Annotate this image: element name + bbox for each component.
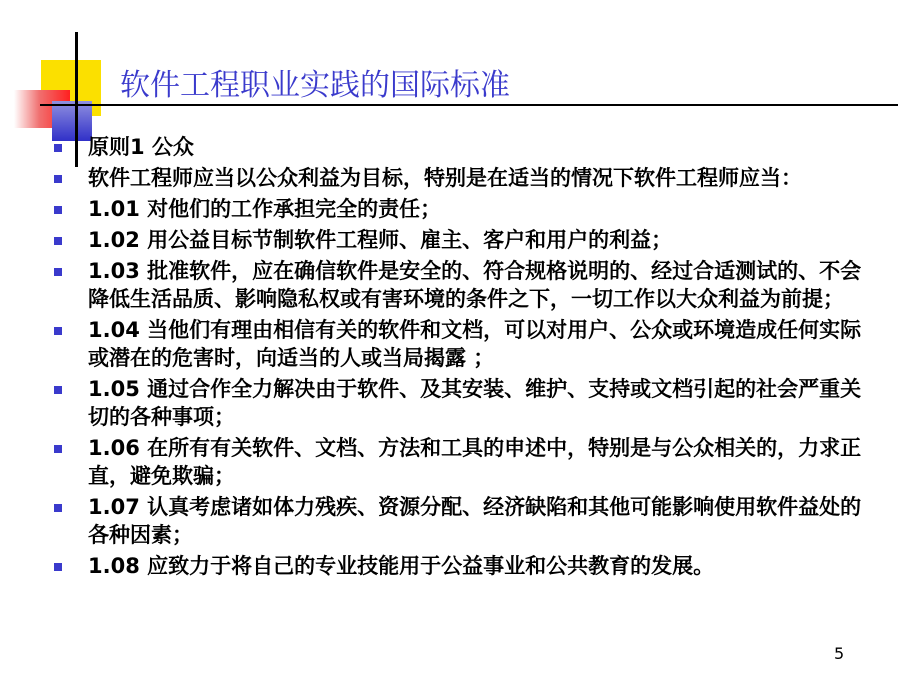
list-item-text: 1.01 对他们的工作承担完全的责任； bbox=[88, 197, 442, 221]
list-item bbox=[54, 195, 869, 223]
list-item-text: 1.04 当他们有理由相信有关的软件和文档，可以对用户、公众或环境造成任何实际或潜在的危害时，向适当的人或当局揭露 ； bbox=[88, 318, 862, 370]
slide-title: 软件工程职业实践的国际标准 bbox=[120, 68, 510, 103]
list-item-text: 1.03 批准软件，应在确信软件是安全的、符合规格说明的、经过合适测试的、不会降低生活品质、影响隐私权或有害环境的条件之下，一切工作以大众利益为前提； bbox=[88, 259, 862, 311]
square-bullet-icon bbox=[54, 144, 62, 152]
square-bullet-icon bbox=[54, 237, 62, 245]
list-item bbox=[54, 164, 869, 192]
list-item bbox=[54, 552, 869, 580]
list-item-text: 1.05 通过合作全力解决由于软件、及其安装、维护、支持或文档引起的社会严重关切的各种事项； bbox=[88, 377, 862, 429]
square-bullet-icon bbox=[54, 386, 62, 394]
list-item bbox=[54, 316, 869, 372]
list-item bbox=[54, 133, 869, 161]
square-bullet-icon bbox=[54, 327, 62, 335]
list-item-text: 软件工程师应当以公众利益为目标，特别是在适当的情况下软件工程师应当： bbox=[88, 166, 802, 190]
list-item bbox=[54, 375, 869, 431]
bullet-list bbox=[54, 133, 869, 583]
square-bullet-icon bbox=[54, 504, 62, 512]
list-item bbox=[54, 226, 869, 254]
square-bullet-icon bbox=[54, 445, 62, 453]
square-bullet-icon bbox=[54, 268, 62, 276]
list-item-text: 1.02 用公益目标节制软件工程师、雇主、客户和用户的利益； bbox=[88, 228, 673, 252]
square-bullet-icon bbox=[54, 563, 62, 571]
list-item bbox=[54, 493, 869, 549]
list-item-text: 1.07 认真考虑诸如体力残疾、资源分配、经济缺陷和其他可能影响使用软件益处的各种因素； bbox=[88, 495, 862, 547]
list-item-text: 1.08 应致力于将自己的专业技能用于公益事业和公共教育的发展。 bbox=[88, 554, 715, 578]
list-item-text: 1.06 在所有有关软件、文档、方法和工具的申述中，特别是与公众相关的，力求正直，避免欺骗； bbox=[88, 436, 862, 488]
list-item bbox=[54, 434, 869, 490]
list-item-text: 原则1 公众 bbox=[88, 135, 194, 159]
list-item bbox=[54, 257, 869, 313]
square-bullet-icon bbox=[54, 206, 62, 214]
square-bullet-icon bbox=[54, 175, 62, 183]
page-number: 5 bbox=[834, 644, 845, 663]
